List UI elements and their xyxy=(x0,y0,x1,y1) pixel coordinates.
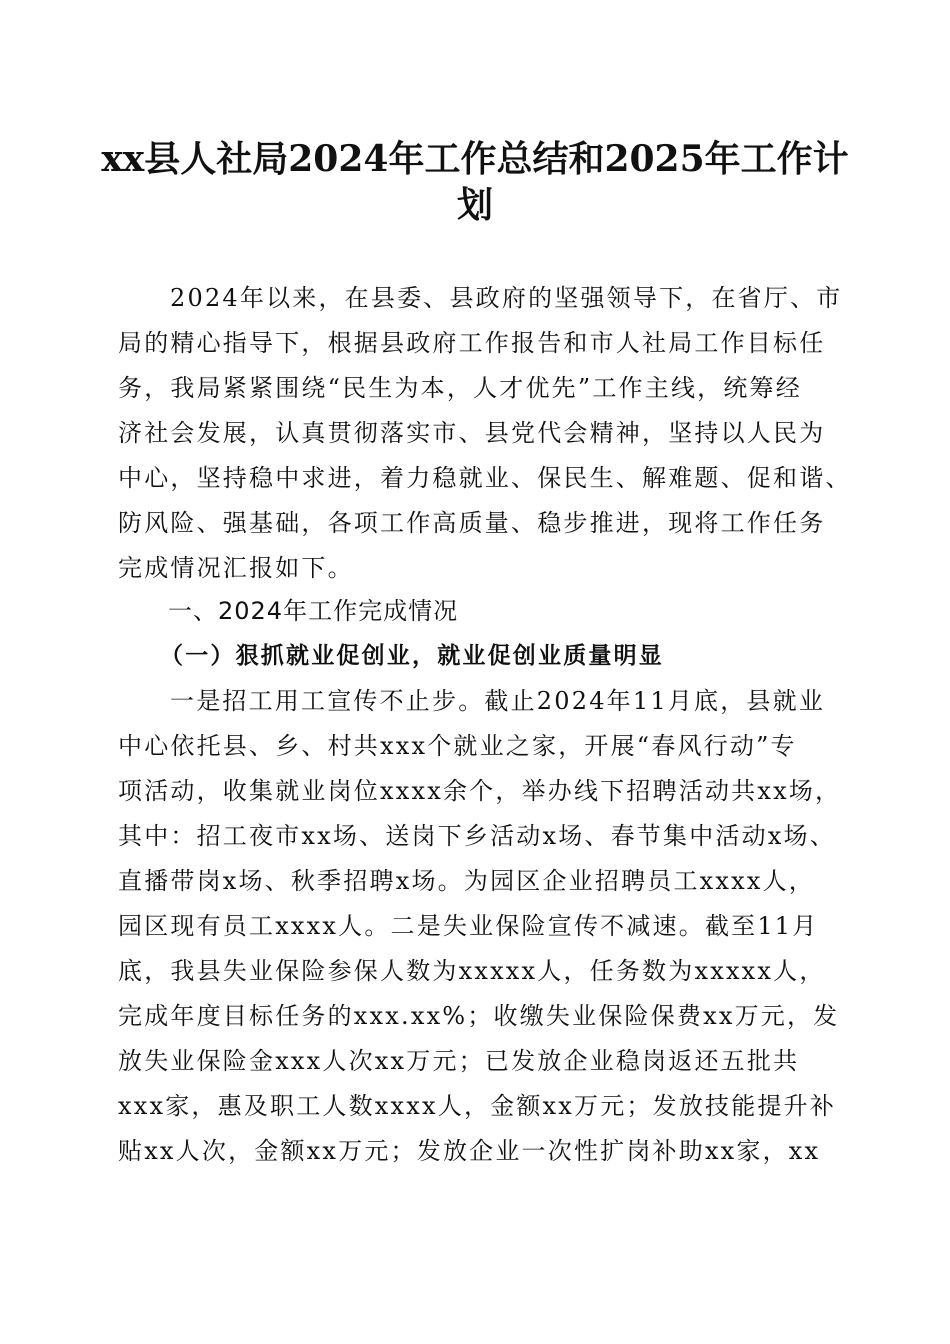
paragraph-2-line-4: 其中：招工夜市xx场、送岗下乡活动x场、春节集中活动x场、 xyxy=(118,822,836,850)
paragraph-2-line-6: 园区现有员工xxxx人。二是失业保险宣传不减速。截至11月 xyxy=(118,912,819,940)
section-heading: 一、2024年工作完成情况 xyxy=(168,597,459,625)
paragraph-1-line-2: 局的精心指导下，根据县政府工作报告和市人社局工作目标任 xyxy=(118,329,826,357)
paragraph-2-line-5: 直播带岗x场、秋季招聘x场。为园区企业招聘员工xxxx人， xyxy=(118,867,816,895)
paragraph-2-line-1: 一是招工用工宣传不止步。截止2024年11月底，县就业 xyxy=(170,687,826,715)
paragraph-2-line-3: 项活动，收集就业岗位xxxx余个，举办线下招聘活动共xx场， xyxy=(118,777,842,805)
subsection-heading: （一）狠抓就业促创业，就业促创业质量明显 xyxy=(160,642,664,669)
paragraph-2-line-2: 中心依托县、乡、村共xxx个就业之家，开展“春风行动”专 xyxy=(118,732,797,760)
paragraph-2-line-10: xxx家，惠及职工人数xxxx人，金额xx万元；发放技能提升补 xyxy=(118,1092,837,1120)
paragraph-1-line-5: 中心，坚持稳中求进，着力稳就业、保民生、解难题、促和谐、 xyxy=(118,464,852,492)
paragraph-1-line-7: 完成情况汇报如下。 xyxy=(118,554,354,582)
paragraph-1-line-1: 2024年以来，在县委、县政府的坚强领导下，在省厅、市 xyxy=(170,284,843,312)
paragraph-2-line-11: 贴xx人次，金额xx万元；发放企业一次性扩岗补助xx家，xx xyxy=(118,1137,821,1165)
paragraph-2-line-8: 完成年度目标任务的xxx.xx%；收缴失业保险保费xx万元，发 xyxy=(118,1002,840,1030)
document-title: xx县人社局2024年工作总结和2025年工作计划 xyxy=(101,138,849,226)
paragraph-1-line-6: 防风险、强基础，各项工作高质量、稳步推进，现将工作任务 xyxy=(118,509,826,537)
paragraph-1-line-4: 济社会发展，认真贯彻落实市、县党代会精神，坚持以人民为 xyxy=(118,419,826,447)
paragraph-1-line-3: 务，我局紧紧围绕“民生为本，人才优先”工作主线，统筹经 xyxy=(118,374,802,402)
paragraph-2-line-7: 底，我县失业保险参保人数为xxxxx人，任务数为xxxxx人， xyxy=(118,957,826,985)
paragraph-2-line-9: 放失业保险金xxx人次xx万元；已发放企业稳岗返还五批共 xyxy=(118,1047,800,1075)
